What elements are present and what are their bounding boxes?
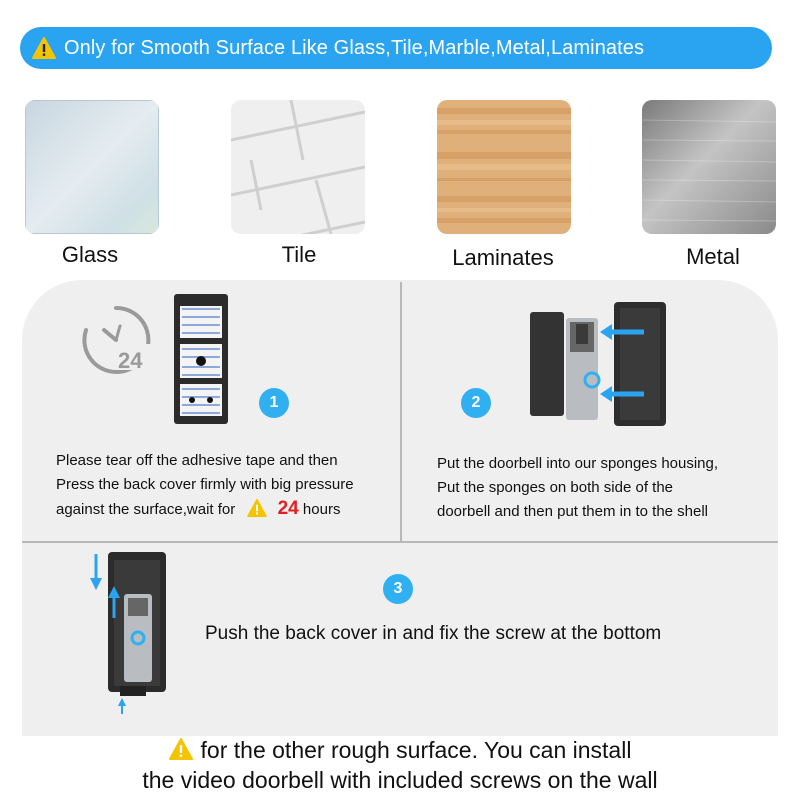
step-2-line-1: Put the doorbell into our sponges housing,	[437, 455, 719, 472]
surface-warning-banner	[20, 27, 772, 69]
warning-icon	[32, 37, 56, 59]
banner-text: Only for Smooth Surface Like Glass,Tile,Marble,Metal,Laminates	[64, 36, 645, 59]
step-1-badge: 1	[259, 388, 289, 418]
surface-label-laminates: Laminates	[452, 245, 554, 270]
metal-swatch	[642, 100, 776, 234]
step-1-line-3	[56, 497, 354, 522]
clock-24h-icon	[76, 300, 156, 380]
back-cover-with-tape	[172, 292, 232, 428]
step-2-line-3: doorbell and then put them in to the shell	[437, 503, 709, 520]
footer-line-1-text: for the other rough surface. You can install	[200, 737, 632, 763]
surface-label-metal: Metal	[686, 244, 740, 269]
surface-label-glass: Glass	[61, 242, 119, 267]
step-3-badge: 3	[383, 574, 413, 604]
tile-swatch	[231, 100, 365, 234]
footer-line-2: the video doorbell with included screws on the wall	[142, 767, 658, 793]
doorbell-housing-illustration	[528, 298, 670, 430]
vertical-divider	[400, 282, 402, 542]
surface-label-tile: Tile	[281, 242, 317, 267]
step-1-line-2: Press the back cover firmly with big pressure	[56, 476, 354, 493]
step-1-text	[56, 449, 354, 522]
step-2-badge: 2	[461, 388, 491, 418]
step-1-line-3-text: against the surface,wait for	[56, 501, 236, 518]
horizontal-divider	[22, 541, 778, 543]
clock-label: 24	[118, 348, 143, 373]
back-cover-insert-illustration	[88, 548, 180, 716]
warning-icon	[169, 738, 193, 760]
glass-swatch	[25, 100, 159, 234]
laminate-swatch	[437, 100, 571, 234]
footer-line-1	[0, 737, 800, 764]
step-2-line-2: Put the sponges on both side of the	[437, 479, 674, 496]
step-3-text: Push the back cover in and fix the screw at the bottom	[205, 623, 662, 644]
step-2-text	[437, 452, 718, 524]
step-1-line-1: Please tear off the adhesive tape and then	[56, 452, 338, 469]
warning-icon	[247, 499, 267, 517]
wait-hours-unit: hours	[302, 501, 341, 518]
wait-hours-value: 24	[277, 498, 299, 519]
